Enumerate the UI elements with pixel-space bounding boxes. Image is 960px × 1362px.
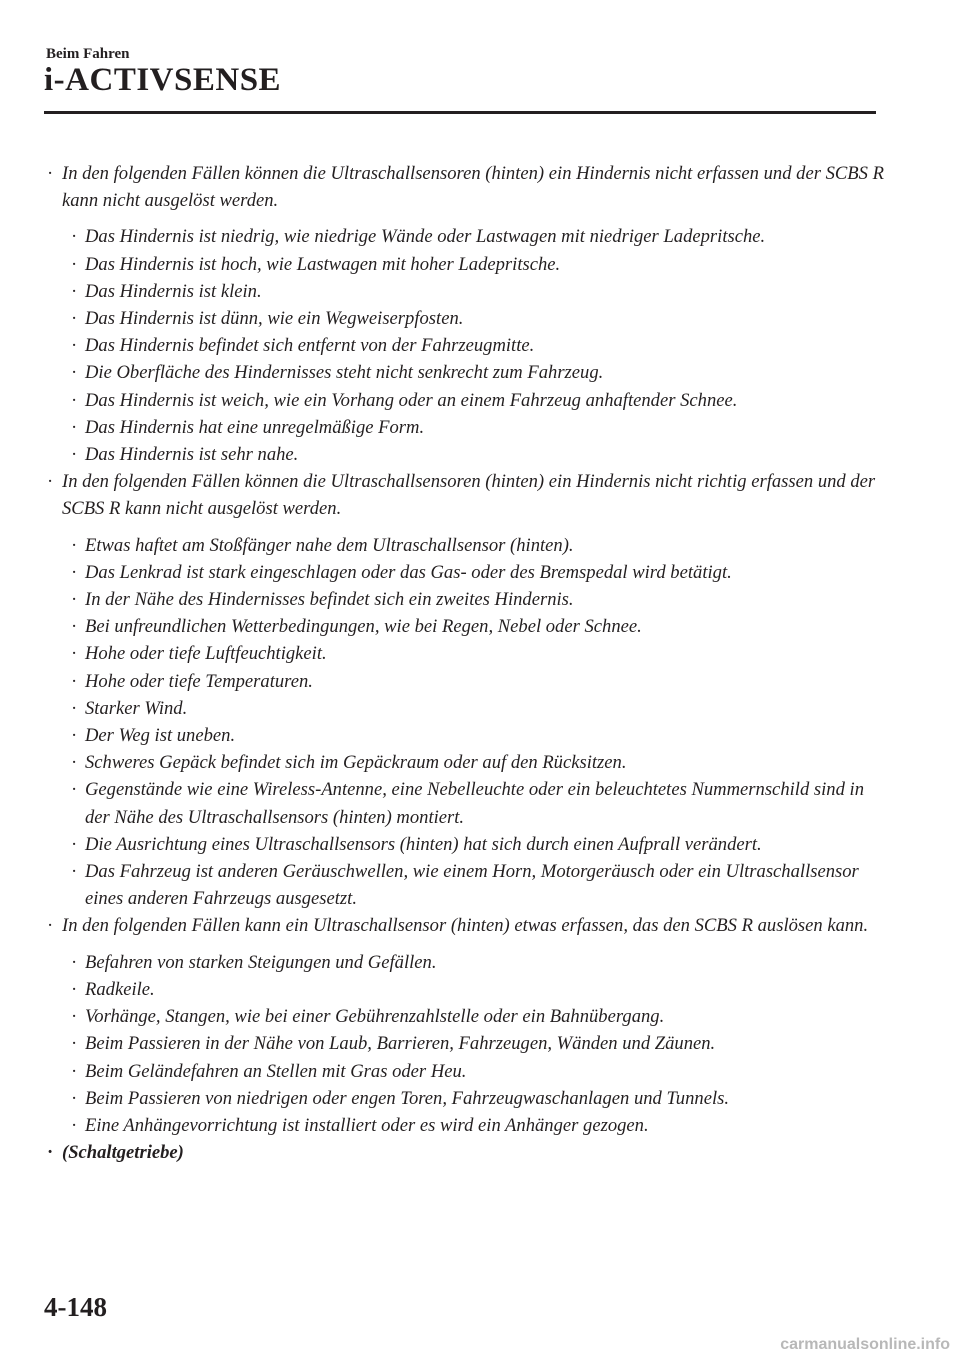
item-text: Die Ausrichtung eines Ultraschallsensors (hinten) hat sich durch einen Aufprall verändert.: [85, 833, 762, 855]
item-text: Vorhänge, Stangen, wie bei einer Gebührenzahlstelle oder ein Bahnübergang.: [85, 1006, 665, 1028]
item-text: Das Hindernis ist klein.: [85, 280, 262, 302]
bullet-icon: ·: [71, 226, 78, 248]
item-text: Das Hindernis befindet sich entfernt von der Fahrzeugmitte.: [85, 335, 535, 357]
item-text: In den folgenden Fällen kann ein Ultraschallsensor (hinten) etwas erfassen, das den SCBS R auslösen kann.: [62, 915, 869, 937]
sub-list-item: [44, 749, 884, 776]
list-item: [44, 468, 884, 522]
bullet-icon: ·: [47, 471, 54, 493]
item-text: Schweres Gepäck befindet sich im Gepäckraum oder auf den Rücksitzen.: [85, 752, 627, 774]
item-text: Das Hindernis hat eine unregelmäßige Form.: [85, 416, 425, 438]
item-text: Bei unfreundlichen Wetterbedingungen, wie bei Regen, Nebel oder Schnee.: [85, 616, 642, 638]
item-text: Beim Passieren in der Nähe von Laub, Barrieren, Fahrzeugen, Wänden und Zäunen.: [85, 1033, 716, 1055]
item-text: Starker Wind.: [85, 697, 188, 719]
sub-list-item: [44, 1003, 884, 1030]
item-text: Das Hindernis ist hoch, wie Lastwagen mit hoher Ladepritsche.: [85, 253, 561, 275]
sub-list-item: [44, 1030, 884, 1057]
item-text: Etwas haftet am Stoßfänger nahe dem Ultraschallsensor (hinten).: [85, 534, 574, 556]
bullet-icon: ·: [71, 561, 78, 583]
watermark-link[interactable]: carmanualsonline.info: [780, 1336, 950, 1353]
bullet-icon: ·: [71, 833, 78, 855]
item-text: In der Nähe des Hindernisses befindet sich ein zweites Hindernis.: [85, 589, 574, 611]
item-text: Eine Anhängevorrichtung ist installiert oder es wird ein Anhänger gezogen.: [85, 1114, 649, 1136]
sub-list-item: [44, 532, 884, 559]
bullet-icon: ·: [71, 1114, 78, 1136]
item-text: Die Oberfläche des Hindernisses steht nicht senkrecht zum Fahrzeug.: [85, 362, 604, 384]
sub-list-item: [44, 586, 884, 613]
item-text: Hohe oder tiefe Luftfeuchtigkeit.: [85, 643, 327, 665]
item-text: Das Hindernis ist niedrig, wie niedrige Wände oder Lastwagen mit niedriger Ladepritsche.: [85, 226, 766, 248]
list-item: [44, 912, 884, 939]
item-text: Radkeile.: [85, 978, 155, 1000]
sub-list-item: [44, 414, 884, 441]
sub-list-item: [44, 640, 884, 667]
item-text: Das Fahrzeug ist anderen Geräuschwellen, wie einem Horn, Motorgeräusch oder ein Ultraschallsensor eines anderen Fahrzeugs ausgesetzt.: [85, 861, 859, 910]
bullet-icon: ·: [71, 416, 78, 438]
sub-list-item: [44, 359, 884, 386]
sub-list-item: [44, 278, 884, 305]
chapter-title: i-ACTIVSENSE: [44, 62, 282, 98]
item-text: In den folgenden Fällen können die Ultraschallsensoren (hinten) ein Hindernis nicht richtig erfassen und der SCBS R kann nicht ausgelöst werden.: [62, 471, 876, 520]
bullet-icon: ·: [47, 1142, 54, 1164]
bullet-icon: ·: [71, 253, 78, 275]
item-text: In den folgenden Fällen können die Ultraschallsensoren (hinten) ein Hindernis nicht erfassen und der SCBS R kann nicht ausgelöst werden.: [62, 163, 884, 212]
sub-list-item: [44, 251, 884, 278]
bullet-icon: ·: [71, 978, 78, 1000]
item-text: Der Weg ist uneben.: [85, 725, 236, 747]
bullet-icon: ·: [71, 951, 78, 973]
bullet-icon: ·: [71, 308, 78, 330]
bullet-icon: ·: [47, 163, 54, 184]
bullet-icon: ·: [71, 1060, 78, 1082]
bullet-icon: ·: [71, 697, 78, 719]
content-list: [44, 160, 884, 1166]
bullet-icon: ·: [71, 616, 78, 638]
item-text: Das Hindernis ist sehr nahe.: [85, 444, 299, 466]
list-item: [44, 1139, 884, 1166]
section-label: Beim Fahren: [46, 46, 130, 62]
bullet-icon: ·: [71, 589, 78, 611]
item-text: Beim Geländefahren an Stellen mit Gras oder Heu.: [85, 1060, 467, 1082]
sub-list-item: [44, 668, 884, 695]
item-text: Gegenstände wie eine Wireless-Antenne, eine Nebelleuchte oder ein beleuchtetes Nummernschild sind in der Nähe des Ultraschallsensors (hinten) montiert.: [85, 779, 864, 828]
item-text: Das Hindernis ist dünn, wie ein Wegweiserpfosten.: [85, 308, 464, 330]
sub-list-item: [44, 613, 884, 640]
list-item: [44, 160, 884, 214]
item-text: Hohe oder tiefe Temperaturen.: [85, 670, 313, 692]
sub-list-item: [44, 387, 884, 414]
item-text: Das Lenkrad ist stark eingeschlagen oder das Gas- oder des Bremspedal wird betätigt.: [85, 561, 732, 583]
bullet-icon: ·: [71, 725, 78, 747]
bullet-icon: ·: [71, 1033, 78, 1055]
sub-list-item: [44, 858, 884, 912]
bullet-icon: ·: [71, 362, 78, 384]
item-text: (Schaltgetriebe): [62, 1142, 184, 1164]
sub-list-item: [44, 441, 884, 468]
sub-list-item: [44, 976, 884, 1003]
bullet-icon: ·: [71, 280, 78, 302]
sub-list-item: [44, 223, 884, 250]
sub-list-item: [44, 1112, 884, 1139]
page-number: 4-148: [44, 1292, 107, 1322]
bullet-icon: ·: [71, 335, 78, 357]
bullet-icon: ·: [71, 534, 78, 556]
bullet-icon: ·: [71, 1087, 78, 1109]
sub-list-item: [44, 1085, 884, 1112]
item-text: Befahren von starken Steigungen und Gefällen.: [85, 951, 437, 973]
bullet-icon: ·: [71, 444, 78, 466]
bullet-icon: ·: [71, 861, 78, 883]
sub-list-item: [44, 831, 884, 858]
bullet-icon: ·: [71, 1006, 78, 1028]
sub-list-item: [44, 949, 884, 976]
bullet-icon: ·: [71, 779, 78, 801]
sub-list-item: [44, 332, 884, 359]
sub-list-item: [44, 722, 884, 749]
header-rule: [44, 111, 876, 114]
sub-list-item: [44, 695, 884, 722]
bullet-icon: ·: [71, 752, 78, 774]
sub-list-item: [44, 305, 884, 332]
sub-list-item: [44, 1058, 884, 1085]
item-text: Das Hindernis ist weich, wie ein Vorhang oder an einem Fahrzeug anhaftender Schnee.: [85, 389, 738, 411]
sub-list-item: [44, 559, 884, 586]
item-text: Beim Passieren von niedrigen oder engen Toren, Fahrzeugwaschanlagen und Tunnels.: [85, 1087, 729, 1109]
bullet-icon: ·: [47, 915, 54, 937]
sub-list-item: [44, 776, 884, 830]
bullet-icon: ·: [71, 670, 78, 692]
bullet-icon: ·: [71, 389, 78, 411]
bullet-icon: ·: [71, 643, 78, 665]
